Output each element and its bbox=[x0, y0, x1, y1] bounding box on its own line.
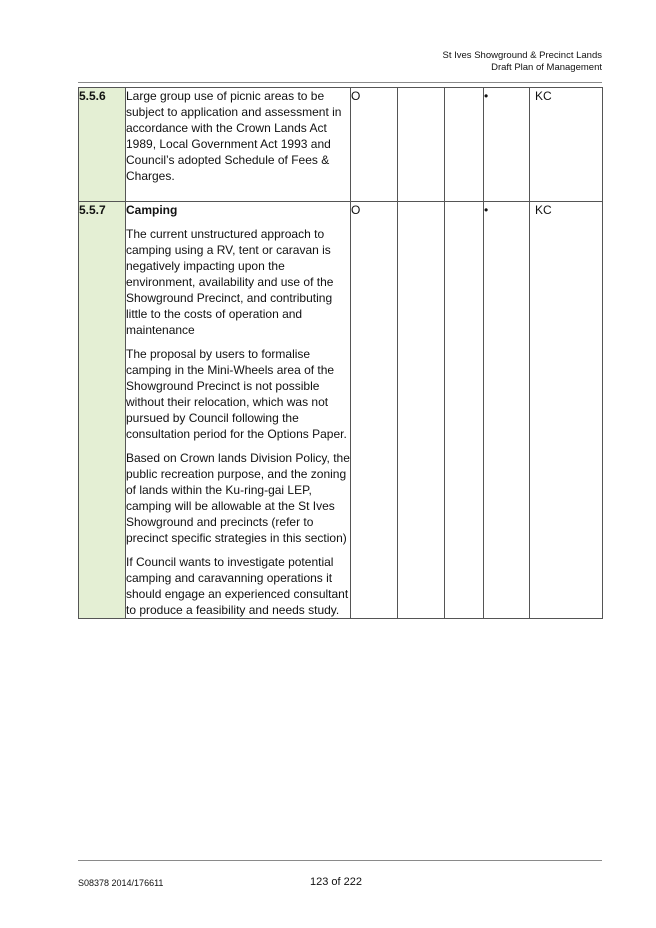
row-paragraph: Large group use of picnic areas to be subject to application and assessment in accordance with the Crown Lands Act 1989, Local Government Act 1993 and Council’s adopted Schedule of Fees & Charges. bbox=[126, 89, 342, 183]
cell-col6: • bbox=[484, 202, 530, 619]
page-header bbox=[443, 50, 602, 74]
row-paragraph: Based on Crown lands Division Policy, the public recreation purpose, and the zoning of lands within the Ku-ring-gai LEP, camping will be allowable at the St Ives Showground and precincts (refer to precinct specific strategies in this section) bbox=[126, 451, 350, 545]
row-description bbox=[126, 88, 351, 202]
cell-col3: O bbox=[351, 202, 398, 619]
row-number: 5.5.6 bbox=[79, 88, 126, 202]
page-number: 123 of 222 bbox=[310, 876, 362, 888]
header-divider bbox=[78, 82, 602, 83]
cell-col3: O bbox=[351, 88, 398, 202]
strategy-table bbox=[78, 87, 603, 619]
footer-reference: S08378 2014/176611 bbox=[78, 878, 164, 888]
header-title: St Ives Showground & Precinct Lands bbox=[442, 50, 602, 61]
cell-col7: KC bbox=[530, 202, 603, 619]
row-paragraph: If Council wants to investigate potential camping and caravanning operations it should engage an experienced consultant to produce a feasibility and needs study. bbox=[126, 555, 349, 617]
row-title: Camping bbox=[126, 203, 178, 217]
cell-col7: KC bbox=[530, 88, 603, 202]
table-row bbox=[79, 88, 603, 202]
table-row bbox=[79, 202, 603, 619]
row-paragraph: The proposal by users to formalise camping in the Mini-Wheels area of the Showground Precinct is not possible without their relocation, which was not pursued by Council following the consultation period for the Options Paper. bbox=[126, 347, 347, 441]
cell-col5 bbox=[445, 88, 484, 202]
row-paragraph: The current unstructured approach to camping using a RV, tent or caravan is negatively impacting upon the environment, availability and use of the Showground Precinct, and contributing little to the costs of operation and maintenance bbox=[126, 227, 334, 337]
header-subtitle: Draft Plan of Management bbox=[491, 62, 602, 73]
cell-col5 bbox=[445, 202, 484, 619]
cell-col4 bbox=[398, 202, 445, 619]
row-number: 5.5.7 bbox=[79, 202, 126, 619]
row-description bbox=[126, 202, 351, 619]
cell-col4 bbox=[398, 88, 445, 202]
footer-divider bbox=[78, 860, 602, 861]
cell-col6: • bbox=[484, 88, 530, 202]
